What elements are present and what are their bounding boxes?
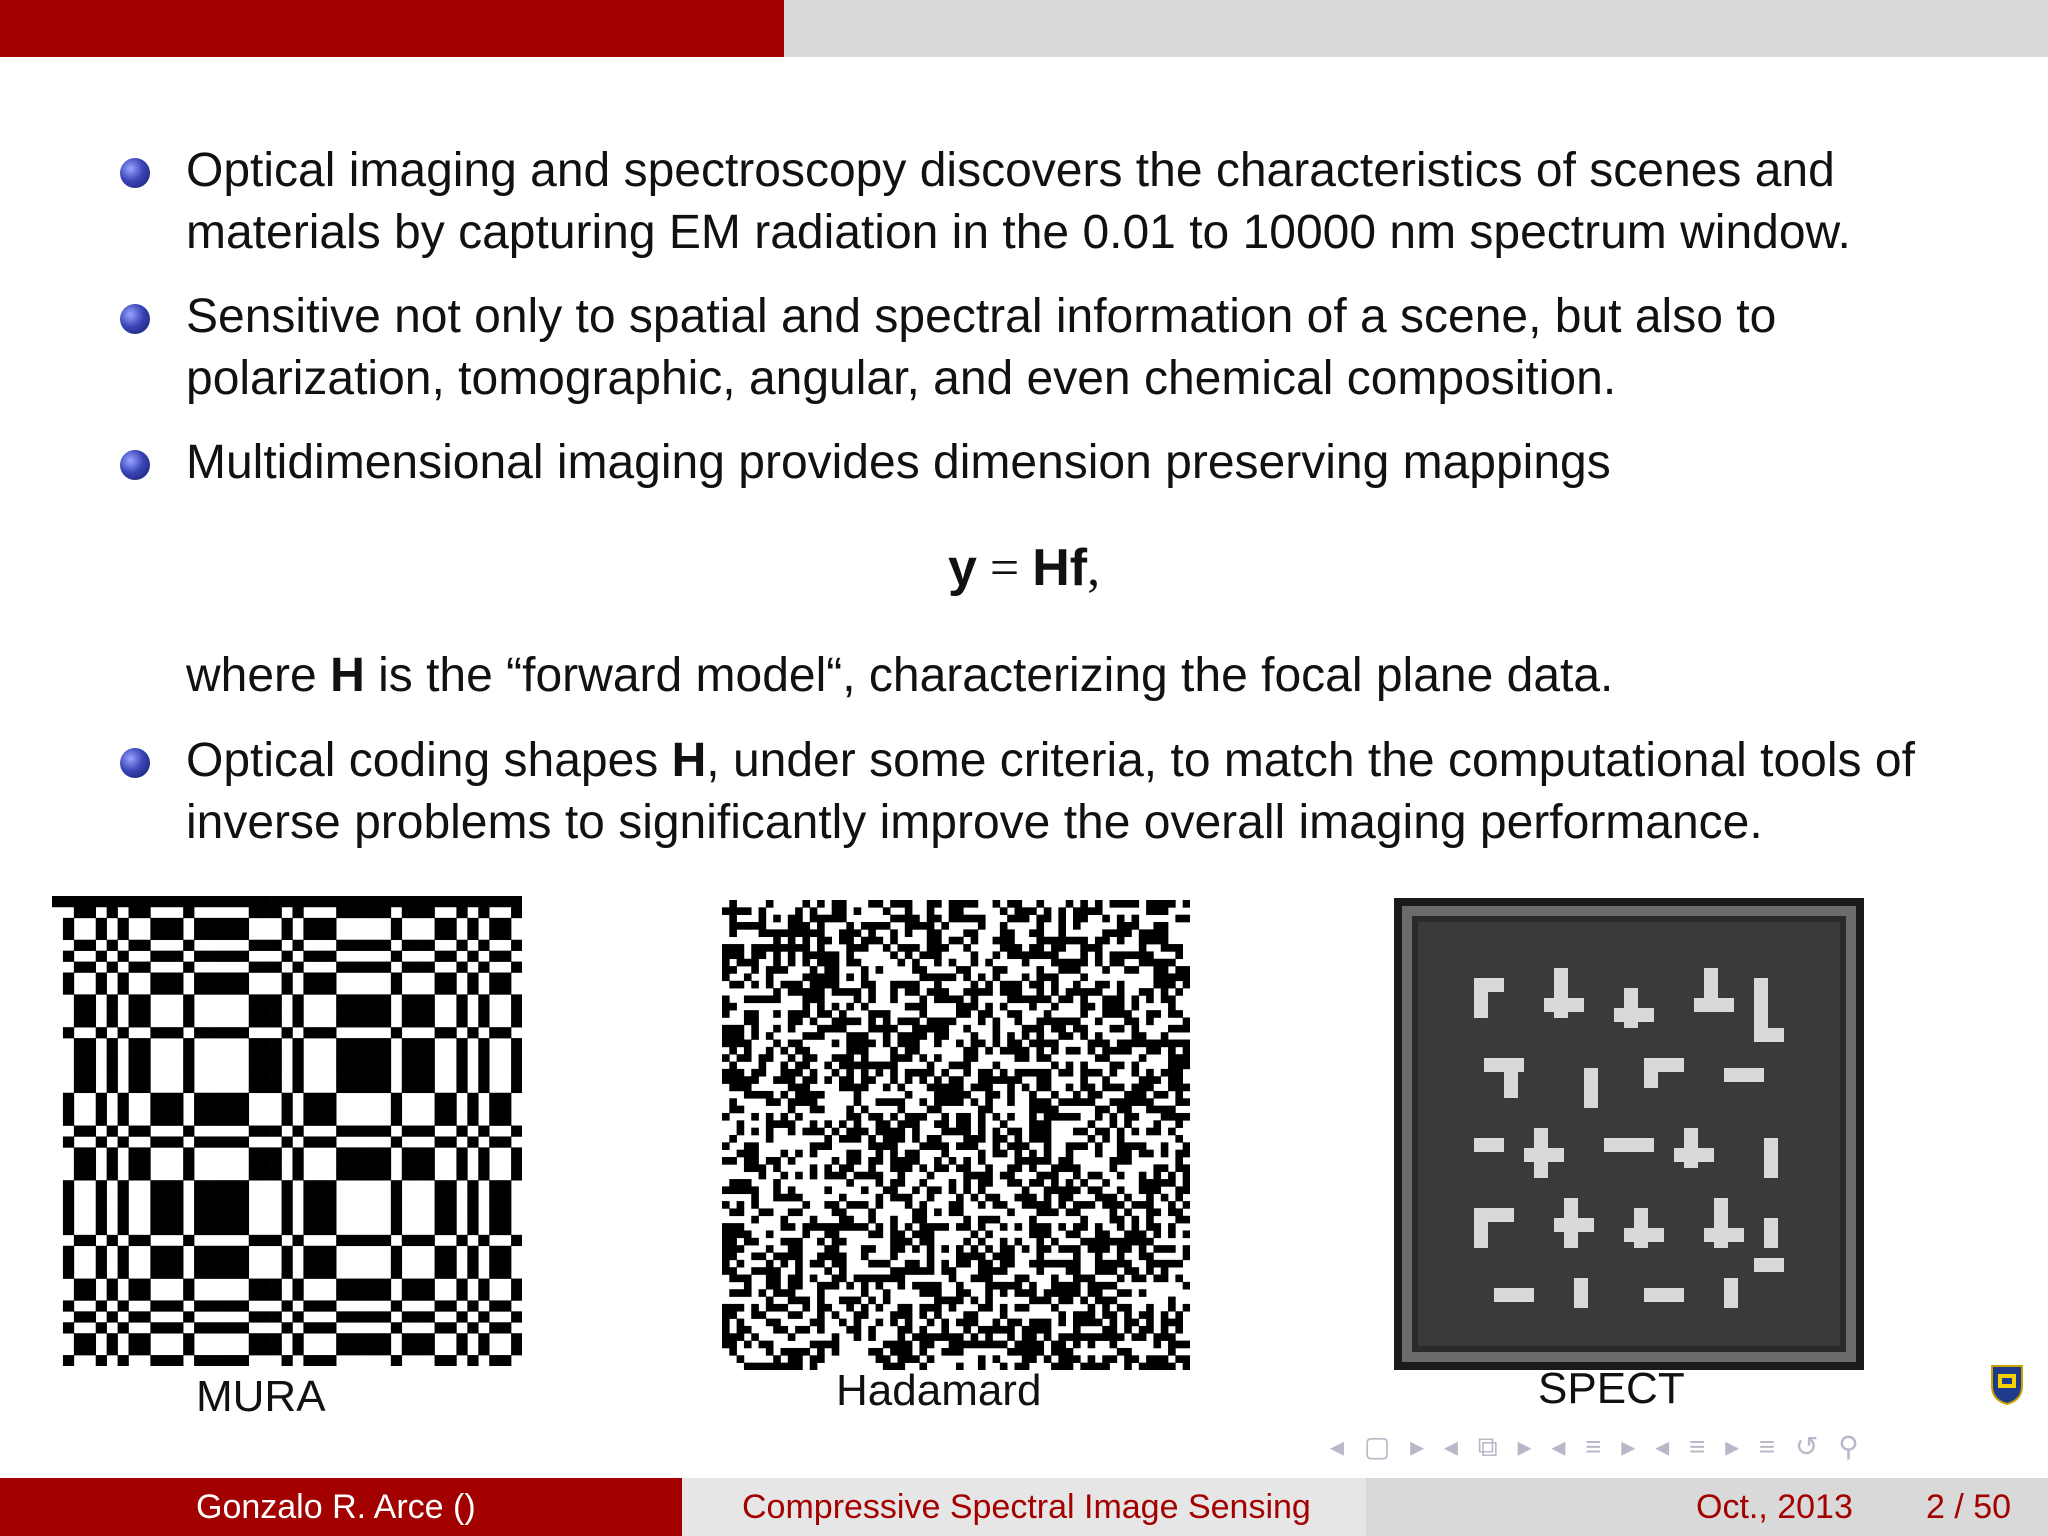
mura-pattern-image (52, 896, 522, 1366)
footer-page-number: 2 / 50 (1926, 1488, 2012, 1526)
bullet-4-post: , under some criteria, to match the computational tools of inverse problems to significantly improve the overall imaging performance. (186, 734, 1915, 849)
footer-author: Gonzalo R. Arce () (196, 1488, 476, 1526)
footer-date: Oct., 2013 (1696, 1488, 1853, 1526)
bullet-icon (120, 748, 150, 778)
hadamard-pattern-image (722, 900, 1190, 1370)
bullet-icon (120, 158, 150, 188)
hadamard-label: Hadamard (836, 1366, 1042, 1415)
where-post: is the “forward model“, characterizing the focal plane data. (364, 649, 1614, 702)
where-paragraph (120, 645, 1980, 707)
beamer-navigation-symbols[interactable]: ◂ ▢ ▸ ◂ ⧉ ▸ ◂ ≡ ▸ ◂ ≡ ▸ ≡ ↺ ⚲ (1330, 1431, 1865, 1462)
footer-title: Compressive Spectral Image Sensing (742, 1488, 1311, 1526)
bullet-1-text: Optical imaging and spectroscopy discovers the characteristics of scenes and materials by capturing EM radiation in the 0.01 to 10000 nm spectrum window. (186, 144, 1851, 259)
spect-mask-image (1394, 898, 1864, 1370)
equation-trail: , (1087, 540, 1101, 597)
mura-label: MURA (196, 1372, 326, 1421)
progress-fill (0, 0, 784, 57)
bullet-3 (120, 432, 1980, 494)
bullet-4-pre: Optical coding shapes (186, 734, 672, 787)
top-progress-bar (0, 0, 2048, 57)
spect-label: SPECT (1538, 1364, 1685, 1413)
bullet-2-text: Sensitive not only to spatial and spectral information of a scene, but also to polarization, tomographic, angular, and even chemical composition. (186, 290, 1777, 405)
bullet-4 (120, 730, 1980, 854)
bullet-3-text: Multidimensional imaging provides dimension preserving mappings (186, 436, 1611, 489)
university-crest-icon (1990, 1362, 2024, 1406)
footer-title-block (682, 1478, 1366, 1536)
footer (0, 1478, 2048, 1536)
equation-rhs: Hf (1032, 539, 1088, 597)
bullet-2 (120, 286, 1980, 410)
equation (0, 538, 2048, 598)
equation-lhs: y (947, 539, 977, 597)
bullet-4-bold: H (671, 734, 707, 787)
footer-date-block (1366, 1478, 2048, 1536)
footer-author-block (0, 1478, 682, 1536)
where-bold: H (330, 649, 365, 702)
bullet-1 (120, 140, 1980, 264)
bullet-icon (120, 450, 150, 480)
bullet-icon (120, 304, 150, 334)
equation-operator: = (989, 540, 1020, 597)
where-pre: where (186, 649, 331, 702)
